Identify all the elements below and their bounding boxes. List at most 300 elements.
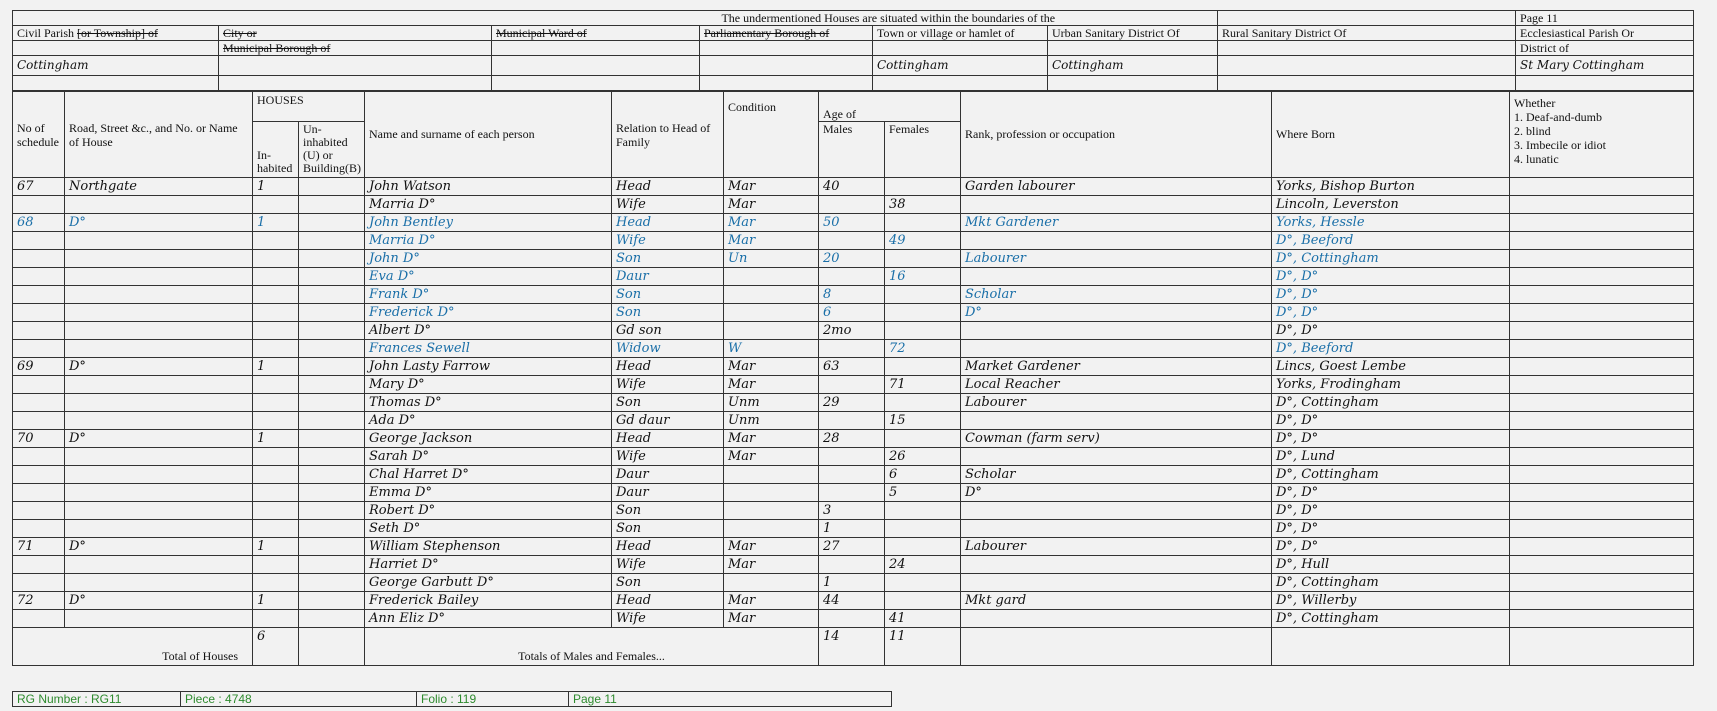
page-label: Page 11: [1516, 11, 1694, 26]
cell-name: Mary D°: [365, 376, 612, 394]
cell-inhabited: 1: [253, 430, 299, 448]
cell-occupation: [961, 448, 1272, 466]
cell-whether: [1510, 196, 1694, 214]
cell-uninhabited: [299, 412, 365, 430]
cell-relation: Wife: [612, 196, 724, 214]
cell-inhabited: 1: [253, 358, 299, 376]
cell-uninhabited: [299, 556, 365, 574]
cell-road: [65, 484, 253, 502]
cell-inhabited: [253, 322, 299, 340]
total-houses-label: Total of Houses: [13, 628, 253, 666]
cell-condition: Mar: [724, 196, 819, 214]
cell-schedule: [13, 466, 65, 484]
cell-schedule: [13, 196, 65, 214]
cell-schedule: [13, 268, 65, 286]
cell-road: [65, 556, 253, 574]
cell-females: 49: [885, 232, 961, 250]
cell-born: D°, Beeford: [1272, 340, 1510, 358]
cell-relation: Daur: [612, 268, 724, 286]
cell-road: [65, 574, 253, 592]
cell-inhabited: [253, 484, 299, 502]
cell-uninhabited: [299, 484, 365, 502]
cell-inhabited: [253, 466, 299, 484]
cell-whether: [1510, 412, 1694, 430]
cell-males: 29: [819, 394, 885, 412]
cell-relation: Son: [612, 502, 724, 520]
cell-road: D°: [65, 592, 253, 610]
rural-label: Rural Sanitary District Of: [1218, 26, 1516, 41]
header-title-cell: [13, 11, 1218, 26]
cell-born: D°, Cottingham: [1272, 610, 1510, 628]
cell-name: Frederick D°: [365, 304, 612, 322]
cell-relation: Son: [612, 286, 724, 304]
census-row: [13, 304, 1694, 322]
cell-road: [65, 286, 253, 304]
cell-name: Harriet D°: [365, 556, 612, 574]
cell-females: [885, 520, 961, 538]
cell-whether: [1510, 232, 1694, 250]
cell-inhabited: [253, 394, 299, 412]
census-row: [13, 556, 1694, 574]
town-label: Town or village or hamlet of: [873, 26, 1048, 41]
cell-schedule: [13, 412, 65, 430]
cell-inhabited: 1: [253, 538, 299, 556]
cell-inhabited: [253, 304, 299, 322]
cell-uninhabited: [299, 448, 365, 466]
census-row: [13, 448, 1694, 466]
cell-uninhabited: [299, 322, 365, 340]
cell-schedule: [13, 286, 65, 304]
cell-inhabited: [253, 196, 299, 214]
cell-females: 71: [885, 376, 961, 394]
cell-condition: [724, 520, 819, 538]
cell-relation: Son: [612, 394, 724, 412]
cell-females: [885, 250, 961, 268]
cell-males: 50: [819, 214, 885, 232]
cell-inhabited: [253, 232, 299, 250]
cell-born: D°, D°: [1272, 268, 1510, 286]
cell-occupation: Local Reacher: [961, 376, 1272, 394]
census-row: [13, 340, 1694, 358]
cell-relation: Gd daur: [612, 412, 724, 430]
cell-born: D°, Lund: [1272, 448, 1510, 466]
cell-females: 38: [885, 196, 961, 214]
rg-number: RG Number : RG11: [13, 692, 181, 707]
cell-occupation: [961, 412, 1272, 430]
cell-occupation: [961, 574, 1272, 592]
col-occupation: Rank, profession or occupation: [961, 92, 1272, 178]
cell-males: 44: [819, 592, 885, 610]
cell-inhabited: [253, 376, 299, 394]
cell-females: [885, 592, 961, 610]
census-row: [13, 574, 1694, 592]
cell-relation: Wife: [612, 610, 724, 628]
cell-males: 1: [819, 574, 885, 592]
cell-females: 15: [885, 412, 961, 430]
cell-condition: [724, 286, 819, 304]
cell-males: [819, 412, 885, 430]
cell-road: [65, 412, 253, 430]
cell-occupation: Labourer: [961, 538, 1272, 556]
column-headers: [13, 92, 1694, 178]
census-row: [13, 466, 1694, 484]
eccl-value: St Mary Cottingham: [1516, 56, 1694, 76]
cell-males: 8: [819, 286, 885, 304]
cell-name: George Garbutt D°: [365, 574, 612, 592]
cell-uninhabited: [299, 196, 365, 214]
census-row: [13, 322, 1694, 340]
cell-schedule: [13, 448, 65, 466]
census-row: [13, 484, 1694, 502]
cell-name: John D°: [365, 250, 612, 268]
cell-males: [819, 268, 885, 286]
cell-road: [65, 610, 253, 628]
cell-occupation: [961, 340, 1272, 358]
cell-condition: Mar: [724, 592, 819, 610]
cell-occupation: Cowman (farm serv): [961, 430, 1272, 448]
cell-name: William Stephenson: [365, 538, 612, 556]
cell-whether: [1510, 304, 1694, 322]
cell-condition: Mar: [724, 232, 819, 250]
census-row: [13, 376, 1694, 394]
cell-whether: [1510, 322, 1694, 340]
cell-males: [819, 484, 885, 502]
cell-males: 6: [819, 304, 885, 322]
cell-uninhabited: [299, 466, 365, 484]
cell-males: 20: [819, 250, 885, 268]
cell-schedule: 68: [13, 214, 65, 232]
cell-schedule: 69: [13, 358, 65, 376]
col-schedule: No of schedule: [13, 92, 65, 178]
cell-whether: [1510, 376, 1694, 394]
cell-occupation: Scholar: [961, 286, 1272, 304]
cell-males: [819, 556, 885, 574]
cell-occupation: [961, 520, 1272, 538]
census-row: [13, 232, 1694, 250]
col-inhabited: In-habited: [253, 122, 299, 178]
census-row: [13, 358, 1694, 376]
cell-relation: Widow: [612, 340, 724, 358]
cell-whether: [1510, 340, 1694, 358]
cell-schedule: [13, 520, 65, 538]
municipal-ward-label: Municipal Ward of: [492, 26, 700, 41]
col-males: Males: [819, 122, 885, 178]
cell-males: [819, 466, 885, 484]
cell-relation: Head: [612, 592, 724, 610]
cell-uninhabited: [299, 592, 365, 610]
cell-males: [819, 376, 885, 394]
civil-parish-label: Civil Parish [or Township] of: [13, 26, 219, 41]
cell-males: 63: [819, 358, 885, 376]
cell-name: Thomas D°: [365, 394, 612, 412]
cell-inhabited: 1: [253, 214, 299, 232]
urban-label: Urban Sanitary District Of: [1048, 26, 1218, 41]
cell-whether: [1510, 448, 1694, 466]
cell-uninhabited: [299, 232, 365, 250]
total-persons-label: Totals of Males and Females...: [365, 628, 819, 666]
cell-males: 40: [819, 178, 885, 196]
cell-schedule: 67: [13, 178, 65, 196]
cell-condition: [724, 466, 819, 484]
cell-born: D°, D°: [1272, 412, 1510, 430]
cell-relation: Wife: [612, 556, 724, 574]
cell-whether: [1510, 520, 1694, 538]
cell-whether: [1510, 214, 1694, 232]
cell-condition: Mar: [724, 610, 819, 628]
cell-relation: Head: [612, 538, 724, 556]
cell-schedule: [13, 574, 65, 592]
cell-born: D°, Cottingham: [1272, 394, 1510, 412]
cell-uninhabited: [299, 304, 365, 322]
cell-whether: [1510, 466, 1694, 484]
cell-occupation: [961, 322, 1272, 340]
cell-males: 3: [819, 502, 885, 520]
cell-whether: [1510, 610, 1694, 628]
cell-name: Frederick Bailey: [365, 592, 612, 610]
cell-name: Seth D°: [365, 520, 612, 538]
cell-schedule: 71: [13, 538, 65, 556]
total-males: 14: [819, 628, 885, 666]
cell-females: [885, 538, 961, 556]
cell-females: 16: [885, 268, 961, 286]
cell-males: [819, 232, 885, 250]
cell-occupation: Labourer: [961, 250, 1272, 268]
cell-occupation: [961, 268, 1272, 286]
cell-occupation: [961, 556, 1272, 574]
town-value: Cottingham: [873, 56, 1048, 76]
cell-name: John Lasty Farrow: [365, 358, 612, 376]
cell-uninhabited: [299, 358, 365, 376]
cell-females: [885, 286, 961, 304]
col-relation: Relation to Head of Family: [612, 92, 724, 178]
census-row: [13, 592, 1694, 610]
cell-uninhabited: [299, 286, 365, 304]
cell-inhabited: [253, 268, 299, 286]
col-whether: Whether 1. Deaf-and-dumb 2. blind 3. Imbecile or idiot 4. lunatic: [1510, 92, 1694, 178]
cell-road: Northgate: [65, 178, 253, 196]
cell-schedule: [13, 556, 65, 574]
cell-inhabited: [253, 340, 299, 358]
census-row: [13, 394, 1694, 412]
cell-females: 24: [885, 556, 961, 574]
cell-uninhabited: [299, 574, 365, 592]
cell-inhabited: [253, 448, 299, 466]
cell-males: [819, 196, 885, 214]
cell-born: D°, Beeford: [1272, 232, 1510, 250]
cell-road: D°: [65, 430, 253, 448]
col-road: Road, Street &c., and No. or Name of House: [65, 92, 253, 178]
cell-road: D°: [65, 538, 253, 556]
cell-schedule: [13, 376, 65, 394]
cell-road: D°: [65, 358, 253, 376]
cell-name: Marria D°: [365, 232, 612, 250]
cell-born: Lincs, Goest Lembe: [1272, 358, 1510, 376]
cell-condition: [724, 502, 819, 520]
cell-males: [819, 610, 885, 628]
census-row: [13, 520, 1694, 538]
cell-females: [885, 502, 961, 520]
cell-inhabited: [253, 556, 299, 574]
cell-inhabited: [253, 520, 299, 538]
cell-males: [819, 340, 885, 358]
cell-born: D°, D°: [1272, 538, 1510, 556]
cell-road: [65, 250, 253, 268]
cell-occupation: Mkt gard: [961, 592, 1272, 610]
census-row: [13, 268, 1694, 286]
cell-name: Marria D°: [365, 196, 612, 214]
census-row: [13, 412, 1694, 430]
cell-condition: [724, 304, 819, 322]
cell-females: 41: [885, 610, 961, 628]
cell-road: [65, 376, 253, 394]
eccl-label-1: Ecclesiastical Parish Or: [1516, 26, 1694, 41]
cell-condition: Mar: [724, 178, 819, 196]
cell-uninhabited: [299, 502, 365, 520]
cell-relation: Head: [612, 214, 724, 232]
cell-born: D°, D°: [1272, 304, 1510, 322]
cell-road: [65, 502, 253, 520]
cell-relation: Head: [612, 430, 724, 448]
cell-uninhabited: [299, 394, 365, 412]
cell-born: D°, D°: [1272, 322, 1510, 340]
cell-uninhabited: [299, 520, 365, 538]
cell-name: John Bentley: [365, 214, 612, 232]
cell-road: [65, 448, 253, 466]
parliamentary-borough-label: Parliamentary Borough of: [700, 26, 873, 41]
cell-name: Ann Eliz D°: [365, 610, 612, 628]
cell-females: 6: [885, 466, 961, 484]
cell-born: Yorks, Bishop Burton: [1272, 178, 1510, 196]
cell-schedule: [13, 610, 65, 628]
cell-inhabited: [253, 610, 299, 628]
cell-born: D°, D°: [1272, 520, 1510, 538]
cell-name: Albert D°: [365, 322, 612, 340]
source-footer: [12, 691, 892, 707]
cell-schedule: 70: [13, 430, 65, 448]
cell-females: [885, 394, 961, 412]
cell-born: D°, Willerby: [1272, 592, 1510, 610]
cell-condition: Mar: [724, 376, 819, 394]
cell-name: Eva D°: [365, 268, 612, 286]
census-row: [13, 538, 1694, 556]
cell-occupation: D°: [961, 484, 1272, 502]
cell-road: [65, 394, 253, 412]
cell-inhabited: 1: [253, 592, 299, 610]
cell-inhabited: [253, 574, 299, 592]
cell-road: [65, 340, 253, 358]
cell-condition: Mar: [724, 538, 819, 556]
cell-name: Ada D°: [365, 412, 612, 430]
cell-born: D°, D°: [1272, 484, 1510, 502]
urban-value: Cottingham: [1048, 56, 1218, 76]
cell-uninhabited: [299, 340, 365, 358]
cell-occupation: D°: [961, 304, 1272, 322]
cell-whether: [1510, 430, 1694, 448]
census-row: [13, 214, 1694, 232]
cell-females: [885, 574, 961, 592]
eccl-label-2: District of: [1516, 41, 1694, 56]
cell-schedule: [13, 502, 65, 520]
cell-relation: Son: [612, 250, 724, 268]
cell-whether: [1510, 250, 1694, 268]
cell-occupation: Labourer: [961, 394, 1272, 412]
cell-schedule: [13, 484, 65, 502]
cell-relation: Gd son: [612, 322, 724, 340]
cell-uninhabited: [299, 178, 365, 196]
cell-schedule: [13, 322, 65, 340]
cell-road: [65, 322, 253, 340]
census-row: [13, 610, 1694, 628]
civil-parish-value: Cottingham: [13, 56, 219, 76]
cell-relation: Head: [612, 358, 724, 376]
col-condition: Condition: [724, 92, 819, 178]
cell-schedule: 72: [13, 592, 65, 610]
cell-road: [65, 466, 253, 484]
cell-relation: Son: [612, 304, 724, 322]
cell-name: George Jackson: [365, 430, 612, 448]
cell-inhabited: [253, 250, 299, 268]
cell-females: [885, 358, 961, 376]
cell-condition: [724, 574, 819, 592]
cell-condition: W: [724, 340, 819, 358]
cell-name: Emma D°: [365, 484, 612, 502]
cell-females: 26: [885, 448, 961, 466]
cell-whether: [1510, 358, 1694, 376]
cell-females: [885, 214, 961, 232]
totals: [13, 628, 1694, 666]
cell-born: D°, D°: [1272, 286, 1510, 304]
cell-whether: [1510, 556, 1694, 574]
cell-relation: Wife: [612, 376, 724, 394]
census-rows: [13, 178, 1694, 628]
cell-condition: Un: [724, 250, 819, 268]
cell-road: [65, 304, 253, 322]
cell-females: [885, 304, 961, 322]
cell-whether: [1510, 286, 1694, 304]
cell-born: D°, Cottingham: [1272, 574, 1510, 592]
header-table: [12, 10, 1694, 91]
cell-road: [65, 232, 253, 250]
cell-name: Sarah D°: [365, 448, 612, 466]
footer-page: Page 11: [569, 692, 892, 707]
cell-condition: Unm: [724, 412, 819, 430]
cell-whether: [1510, 268, 1694, 286]
cell-uninhabited: [299, 610, 365, 628]
col-uninhabited: Un-inhabited (U) or Building(B): [299, 122, 365, 178]
cell-females: [885, 322, 961, 340]
cell-relation: Wife: [612, 232, 724, 250]
cell-name: Frank D°: [365, 286, 612, 304]
census-table: [12, 91, 1694, 666]
cell-occupation: [961, 610, 1272, 628]
cell-inhabited: 1: [253, 178, 299, 196]
census-row: [13, 286, 1694, 304]
cell-condition: Mar: [724, 214, 819, 232]
cell-born: Yorks, Frodingham: [1272, 376, 1510, 394]
cell-born: D°, Cottingham: [1272, 466, 1510, 484]
cell-relation: Daur: [612, 466, 724, 484]
cell-whether: [1510, 592, 1694, 610]
col-age-of: Age of: [819, 92, 961, 122]
cell-occupation: Mkt Gardener: [961, 214, 1272, 232]
cell-whether: [1510, 538, 1694, 556]
census-sheet: [12, 10, 1693, 666]
census-row: [13, 196, 1694, 214]
total-houses-value: 6: [253, 628, 299, 666]
cell-condition: Mar: [724, 430, 819, 448]
col-females: Females: [885, 122, 961, 178]
cell-whether: [1510, 502, 1694, 520]
